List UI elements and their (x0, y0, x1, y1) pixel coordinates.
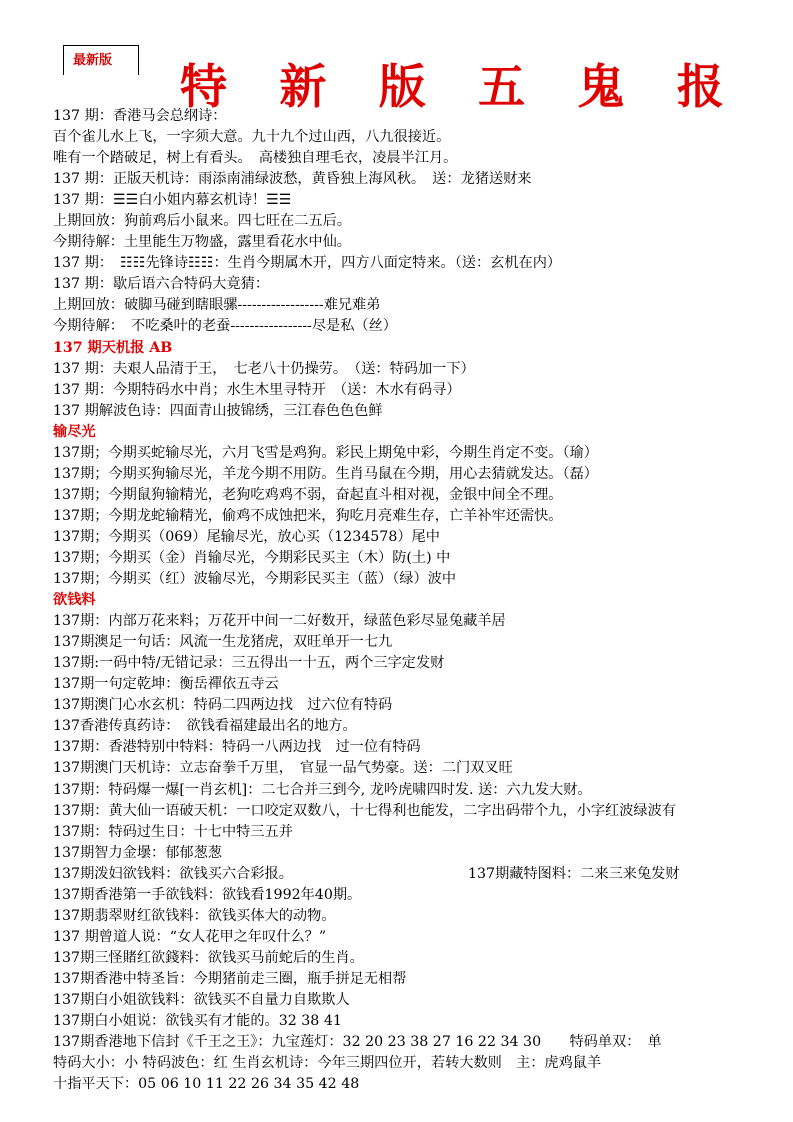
text-line: 137期澳门心水玄机：特码二四两边找 过六位有特码 (53, 697, 393, 714)
text-line: 上期回放：破脚马碰到瞎眼骡------------------难兄难弟 (53, 297, 381, 314)
text-line: 137 期：香港马会总纲诗： (53, 108, 227, 124)
text-line: 137期香港第一手欲钱料：欲钱看1992年40期。 (53, 886, 362, 903)
text-line: 137期；今期龙蛇输精光，偷鸡不成蚀把米，狗吃月亮难生存，亡羊补牢还需快。 (53, 507, 563, 524)
text-line: 137 期： ☷☷先锋诗☷☷：生肖今期属木开，四方八面定特来。（送：玄机在内） (53, 255, 562, 272)
text-line-right: 137期藏特图料：二来三来兔发财 (468, 865, 680, 882)
text-line: 137期澳足一句话：风流一生龙猪虎，双旺单开一七九 (53, 634, 393, 651)
text-line: 137期翡翠财红欲钱料：欲钱买体大的动物。 (53, 907, 336, 924)
text-line: 137 期：歇后语六合特码大竟猜： (53, 276, 270, 293)
text-line: 137 期：今期特码水中肖；水生木里寻特开 （送：木水有码寻） (53, 381, 461, 398)
text-line: 今期待解：土里能生万物盛，露里看花水中仙。 (53, 234, 351, 251)
text-line-split (53, 864, 788, 885)
text-line: 137期三怪賭红欲錢料：欲钱买马前蛇后的生肖。 (53, 949, 364, 966)
text-line: 137 期：正版天机诗：雨添南浦绿波愁，黄昏独上海风秋。 送：龙猪送财来 (53, 171, 532, 188)
text-line: 137期；今期买狗输尽光，羊龙今期不用防。生肖马鼠在今期，用心去猜就发达。（磊） (53, 465, 598, 482)
text-line: 137 期：☰☰白小姐内幕玄机诗！☰☰ (53, 192, 292, 209)
text-line: 137期；今期买蛇输尽光，六月飞雪是鸡狗。彩民上期兔中彩，今期生肖定不变。（瑜） (53, 444, 598, 461)
text-line: 唯有一个踏破足，树上有看头。 高楼独自理毛衣，凌晨半江月。 (53, 150, 458, 167)
text-line: 137期：特码爆一爆[一肖玄机]：二七合并三到今, 龙吟虎啸四时发. 送：六九发大财。 (53, 781, 592, 798)
text-line: 137期：特码过生日：十七中特三五并 (53, 823, 293, 840)
text-line: 137期白小姐欲钱料：欲钱买不自量力自欺欺人 (53, 991, 350, 1008)
section-heading: 137 期天机报 AB (53, 339, 173, 356)
text-line: 137期:一码中特/无错记录：三五得出一十五，两个三字定发财 (53, 655, 445, 672)
content-lines (53, 106, 788, 1095)
section-heading: 欲钱料 (53, 592, 96, 609)
text-line: 137期：内部万花来料；万花开中间一二好数开，绿蓝色彩尽显兔藏羊居 (53, 613, 506, 630)
text-line: 137期香港地下信封《千王之王》：九宝莲灯：32 20 23 38 27 16 22 34 30 特码单双： 单 (53, 1034, 662, 1051)
text-line: 今期待解： 不吃桑叶的老蚕-----------------尽是私（丝） (53, 318, 397, 335)
text-line: 137期澳门天机诗：立志奋拳千万里， 官显一品气势豪。送：二门双叉旺 (53, 760, 513, 777)
text-line: 137期；今期买（金）肖输尽光，今期彩民买主（木）防(土) 中 (53, 549, 451, 566)
text-line: 137期白小姐说：欲钱买有才能的。32 38 41 (53, 1013, 342, 1030)
text-line: 137期香港中特圣旨：今期猪前走三圈，瓶手拼足无相帮 (53, 970, 407, 987)
text-line: 137期一句定乾坤：衡岳禪依五寺云 (53, 676, 279, 693)
text-line: 十指平天下：05 06 10 11 22 26 34 35 42 48 (53, 1076, 360, 1093)
section-heading: 输尽光 (53, 423, 96, 440)
text-line: 137期：香港特别中特料：特码一八两边找 过一位有特码 (53, 739, 421, 756)
text-line: 特码大小：小 特码波色：红 生肖玄机诗：今年三期四位开，若转大数则 主：虎鸡鼠羊 (53, 1055, 602, 1072)
text-line-left: 137期泼妇欲钱料：欲钱买六合彩报。 (53, 865, 293, 882)
text-line: 上期回放：狗前鸡后小鼠来。四七旺在二五后。 (53, 213, 351, 230)
page-title: 特 新 版 五 鬼 报 (180, 60, 742, 115)
text-line: 137 期：夫艰人品清于王， 七老八十仍操劳。 （送：特码加一下） (53, 360, 475, 377)
edition-badge: 最新版 (63, 45, 139, 75)
text-line: 137香港传真药诗： 欲钱看福建最出名的地方。 (53, 718, 357, 735)
text-line: 137期；今期买（069）尾输尽光，放心买（1234578）尾中 (53, 528, 440, 545)
text-line: 137期：黄大仙一语破天机：一口咬定双数八，十七得利也能发，二字出码带个九，小字红波绿波有 (53, 802, 676, 819)
text-line: 137期；今期鼠狗输精光，老狗吃鸡鸡不弱，奋起直斗相对视，金银中间全不理。 (53, 486, 563, 503)
text-line: 137 期解波色诗：四面青山披锦绣，三江春色色色鲜 (53, 402, 383, 419)
text-line: 137期智力金壜：郁郁葱葱 (53, 844, 222, 861)
text-line: 137期；今期买（红）波输尽光，今期彩民买主（蓝）（绿）波中 (53, 571, 457, 588)
text-line: 137 期曾道人说：“女人花甲之年叹什么？” (53, 928, 327, 945)
text-line: 百个雀儿水上飞，一字须大意。九十九个过山西，八九很接近。 (53, 129, 451, 146)
